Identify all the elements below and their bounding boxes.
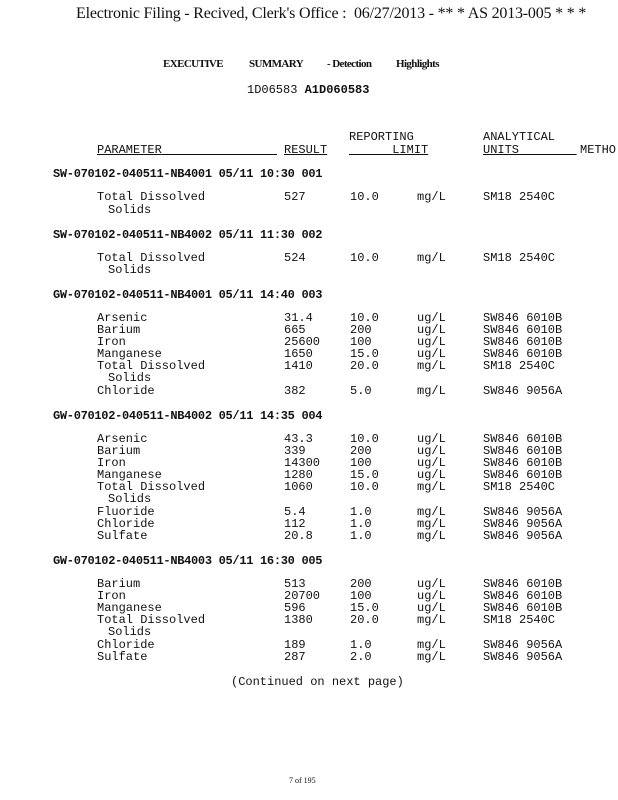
param-name: Chloride [97, 517, 155, 531]
reporting-limit: 15.0 [350, 468, 379, 482]
col-method: METHO [580, 143, 617, 157]
lab-id-plain: 1D06583 [247, 83, 305, 97]
reporting-limit: 2.0 [350, 650, 372, 664]
method: SW846 6010B [483, 577, 563, 591]
summary-title-word: EXECUTIVE [163, 58, 224, 70]
param-name: Iron [97, 456, 126, 470]
method: SW846 6010B [483, 601, 563, 615]
col-units [483, 144, 577, 157]
method: SW846 9056A [483, 505, 563, 519]
method: SM18 2540C [483, 613, 556, 627]
result-value: 112 [284, 517, 306, 531]
result-value: 1280 [284, 468, 313, 482]
param-name: Sulfate [97, 529, 148, 543]
result-value: 14300 [284, 456, 321, 470]
units: mg/L [417, 359, 446, 373]
method: SW846 6010B [483, 444, 563, 458]
sample-id: GW-070102-040511-NB4001 05/11 14:40 003 [53, 288, 323, 302]
reporting-limit: 10.0 [350, 190, 379, 204]
units: ug/L [417, 468, 446, 482]
method: SM18 2540C [483, 480, 556, 494]
result-value: 1380 [284, 613, 313, 627]
reporting-limit: 200 [350, 444, 372, 458]
reporting-limit: 15.0 [350, 601, 379, 615]
units: mg/L [417, 251, 446, 265]
col-reporting-top: REPORTING [349, 130, 414, 144]
result-value: 524 [284, 251, 306, 265]
reporting-limit: 200 [350, 577, 372, 591]
result-value: 382 [284, 384, 306, 398]
units: ug/L [417, 456, 446, 470]
sample-id: SW-070102-040511-NB4002 05/11 11:30 002 [53, 228, 323, 242]
result-value: 527 [284, 190, 306, 204]
result-value: 20.8 [284, 529, 313, 543]
param-name: Total Dissolved [97, 190, 206, 204]
summary-title-word: Highlights [396, 58, 439, 70]
param-name: Chloride [97, 638, 155, 652]
method: SW846 9056A [483, 517, 563, 531]
reporting-limit: 100 [350, 456, 372, 470]
lab-id [247, 83, 369, 97]
method: SW846 9056A [483, 638, 563, 652]
param-subline: Solids [108, 203, 152, 217]
continued-note: (Continued on next page) [231, 675, 404, 689]
param-name: Manganese [97, 347, 162, 361]
units: ug/L [417, 589, 446, 603]
method: SW846 6010B [483, 456, 563, 470]
col-parameter-label: PARAMETER [97, 143, 162, 157]
col-limit [349, 144, 428, 157]
result-value: 1650 [284, 347, 313, 361]
units: ug/L [417, 601, 446, 615]
param-name: Manganese [97, 601, 162, 615]
col-parameter [97, 144, 277, 157]
reporting-limit: 100 [350, 589, 372, 603]
result-value: 20700 [284, 589, 321, 603]
reporting-limit: 5.0 [350, 384, 372, 398]
method: SW846 6010B [483, 311, 563, 325]
result-value: 596 [284, 601, 306, 615]
param-name: Barium [97, 323, 141, 337]
units: mg/L [417, 613, 446, 627]
param-name: Barium [97, 577, 141, 591]
result-value: 25600 [284, 335, 321, 349]
col-analytical-top: ANALYTICAL [483, 130, 556, 144]
result-value: 43.3 [284, 432, 313, 446]
units: ug/L [417, 311, 446, 325]
filing-header: Electronic Filing - Recived, Clerk's Office : 06/27/2013 - ** * AS 2013-005 * * * [76, 5, 587, 22]
summary-title-word: - Detection [327, 58, 372, 70]
units: mg/L [417, 480, 446, 494]
reporting-limit: 10.0 [350, 311, 379, 325]
method: SW846 6010B [483, 432, 563, 446]
reporting-limit: 1.0 [350, 638, 372, 652]
method: SW846 6010B [483, 323, 563, 337]
param-name: Barium [97, 444, 141, 458]
method: SW846 9056A [483, 384, 563, 398]
method: SW846 6010B [483, 335, 563, 349]
method: SM18 2540C [483, 359, 556, 373]
result-value: 5.4 [284, 505, 306, 519]
param-name: Total Dissolved [97, 613, 206, 627]
param-name: Fluoride [97, 505, 155, 519]
units: ug/L [417, 444, 446, 458]
units: ug/L [417, 335, 446, 349]
units: mg/L [417, 505, 446, 519]
method: SM18 2540C [483, 251, 556, 265]
units: ug/L [417, 323, 446, 337]
method: SW846 9056A [483, 529, 563, 543]
method: SW846 6010B [483, 468, 563, 482]
method: SM18 2540C [483, 190, 556, 204]
col-limit-label: LIMIT [392, 143, 429, 157]
lab-id-bold: A1D060583 [304, 83, 370, 97]
param-name: Arsenic [97, 432, 148, 446]
param-name: Total Dissolved [97, 480, 206, 494]
param-subline: Solids [108, 263, 152, 277]
param-name: Manganese [97, 468, 162, 482]
summary-title [0, 58, 618, 74]
units: mg/L [417, 517, 446, 531]
reporting-limit: 1.0 [350, 517, 372, 531]
units: ug/L [417, 347, 446, 361]
param-name: Arsenic [97, 311, 148, 325]
units: mg/L [417, 529, 446, 543]
reporting-limit: 10.0 [350, 432, 379, 446]
units: mg/L [417, 650, 446, 664]
param-name: Sulfate [97, 650, 148, 664]
col-units-label: UNITS [483, 143, 520, 157]
units: ug/L [417, 432, 446, 446]
units: mg/L [417, 384, 446, 398]
result-value: 31.4 [284, 311, 313, 325]
sample-id: GW-070102-040511-NB4002 05/11 14:35 004 [53, 409, 323, 423]
sample-id: SW-070102-040511-NB4001 05/11 10:30 001 [53, 167, 323, 181]
param-name: Iron [97, 335, 126, 349]
method: SW846 6010B [483, 589, 563, 603]
result-value: 287 [284, 650, 306, 664]
units: ug/L [417, 577, 446, 591]
units: mg/L [417, 638, 446, 652]
method: SW846 6010B [483, 347, 563, 361]
reporting-limit: 10.0 [350, 251, 379, 265]
reporting-limit: 20.0 [350, 613, 379, 627]
reporting-limit: 1.0 [350, 529, 372, 543]
reporting-limit: 200 [350, 323, 372, 337]
param-name: Total Dissolved [97, 251, 206, 265]
param-name: Chloride [97, 384, 155, 398]
method: SW846 9056A [483, 650, 563, 664]
reporting-limit: 20.0 [350, 359, 379, 373]
units: mg/L [417, 190, 446, 204]
reporting-limit: 10.0 [350, 480, 379, 494]
page-number: 7 of 195 [289, 776, 316, 785]
param-subline: Solids [108, 371, 152, 385]
sample-id: GW-070102-040511-NB4003 05/11 16:30 005 [53, 554, 323, 568]
reporting-limit: 100 [350, 335, 372, 349]
param-name: Total Dissolved [97, 359, 206, 373]
summary-title-word: SUMMARY [249, 58, 304, 70]
param-subline: Solids [108, 492, 152, 506]
result-value: 189 [284, 638, 306, 652]
result-value: 513 [284, 577, 306, 591]
col-result: RESULT [284, 143, 328, 157]
result-value: 1410 [284, 359, 313, 373]
result-value: 665 [284, 323, 306, 337]
result-value: 339 [284, 444, 306, 458]
param-subline: Solids [108, 625, 152, 639]
reporting-limit: 15.0 [350, 347, 379, 361]
reporting-limit: 1.0 [350, 505, 372, 519]
param-name: Iron [97, 589, 126, 603]
result-value: 1060 [284, 480, 313, 494]
